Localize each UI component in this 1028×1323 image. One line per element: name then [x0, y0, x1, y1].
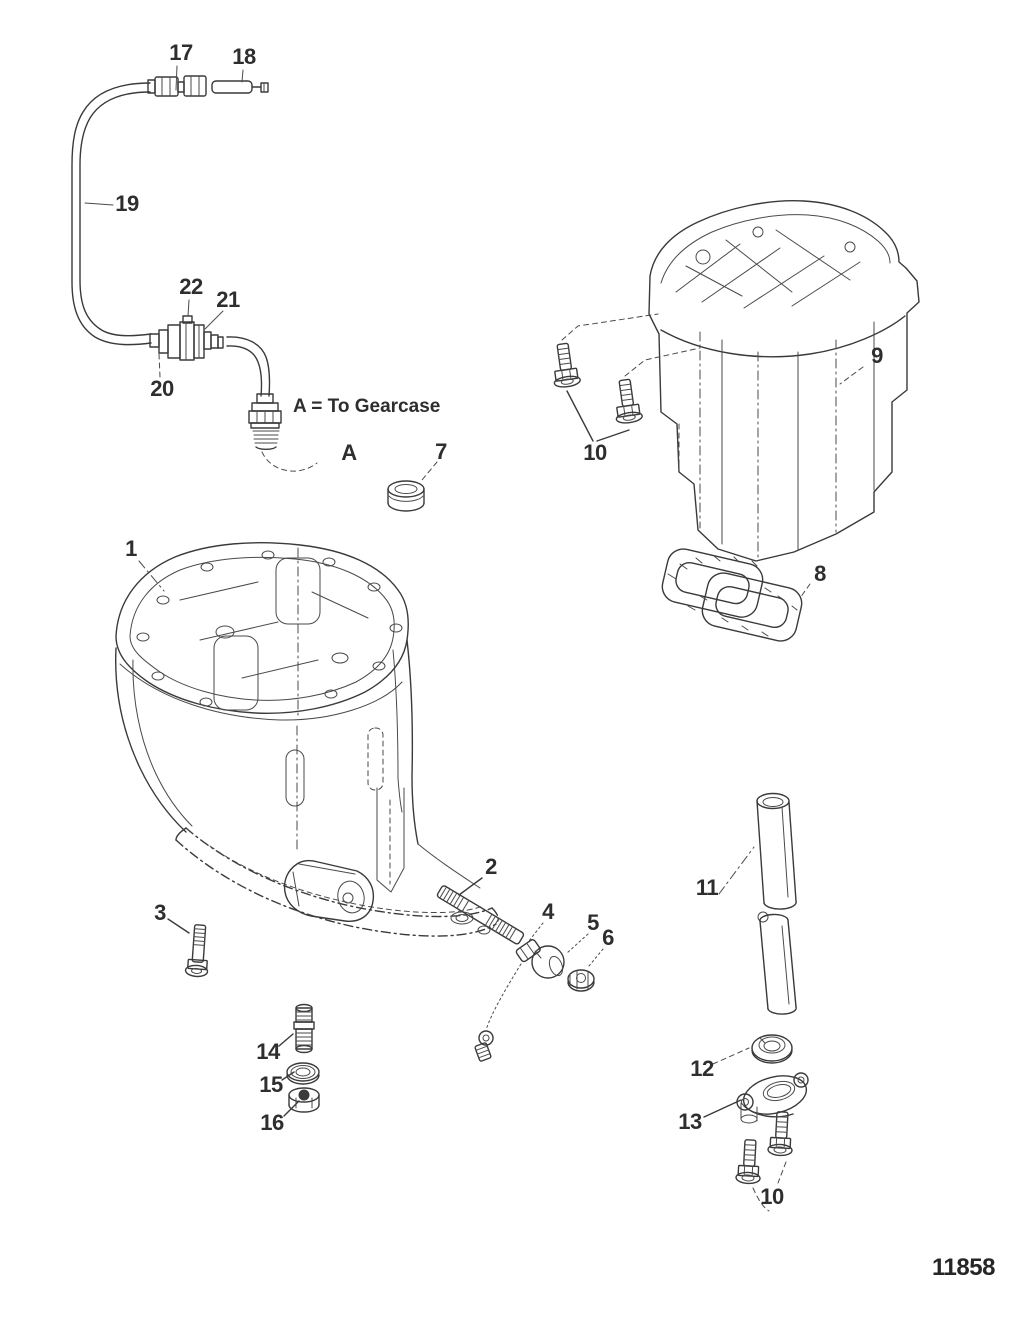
gasket-part8 [659, 546, 805, 644]
callout-6: 6 [602, 925, 614, 950]
callout-10-upper: 10 [583, 440, 607, 465]
callout-8: 8 [814, 561, 826, 586]
callout-11: 11 [695, 875, 719, 900]
callout-4: 4 [542, 899, 554, 924]
callout-14: 14 [256, 1039, 280, 1064]
callout-10-lower: 10 [760, 1184, 784, 1209]
nut-part6 [568, 970, 594, 991]
spacer-part5 [532, 946, 565, 978]
hose-part19 [72, 83, 151, 345]
stud-part2 [436, 885, 524, 945]
nut-part16 [289, 1088, 319, 1112]
bolts-part10-upper [549, 314, 700, 424]
sleeve-part18 [212, 81, 268, 93]
callout-22: 22 [179, 274, 203, 299]
callout-17: 17 [169, 40, 193, 65]
tube-guide-part13 [737, 1070, 810, 1123]
drawing-number: 11858 [932, 1254, 995, 1281]
callout-1: 1 [125, 536, 137, 561]
callout-18: 18 [232, 44, 256, 69]
callout-7: 7 [435, 439, 447, 464]
callout-21: 21 [216, 287, 240, 312]
wire-clamp-part4 [475, 939, 542, 1062]
water-tube-part11 [757, 794, 796, 1015]
seal-part12 [752, 1035, 792, 1063]
callout-9: 9 [871, 343, 883, 368]
fitting-part14 [294, 1005, 314, 1053]
connector-part17 [148, 76, 206, 96]
callout-16: 16 [260, 1110, 284, 1135]
driveshaft-housing-part1 [116, 543, 499, 936]
callout-2: 2 [485, 854, 497, 879]
callout-20: 20 [150, 376, 174, 401]
callout-3: 3 [154, 900, 166, 925]
callout-5: 5 [587, 910, 599, 935]
callout-12: 12 [690, 1056, 714, 1081]
adapter-housing-part9 [649, 201, 919, 561]
leader-lines [85, 66, 863, 1211]
grommet-part7 [388, 481, 424, 511]
callout-19: 19 [115, 191, 139, 216]
gearcase-annotation: A = To Gearcase [293, 396, 441, 417]
reference-letter-a: A [341, 440, 357, 465]
callout-15: 15 [259, 1072, 283, 1097]
callout-13: 13 [678, 1109, 702, 1134]
